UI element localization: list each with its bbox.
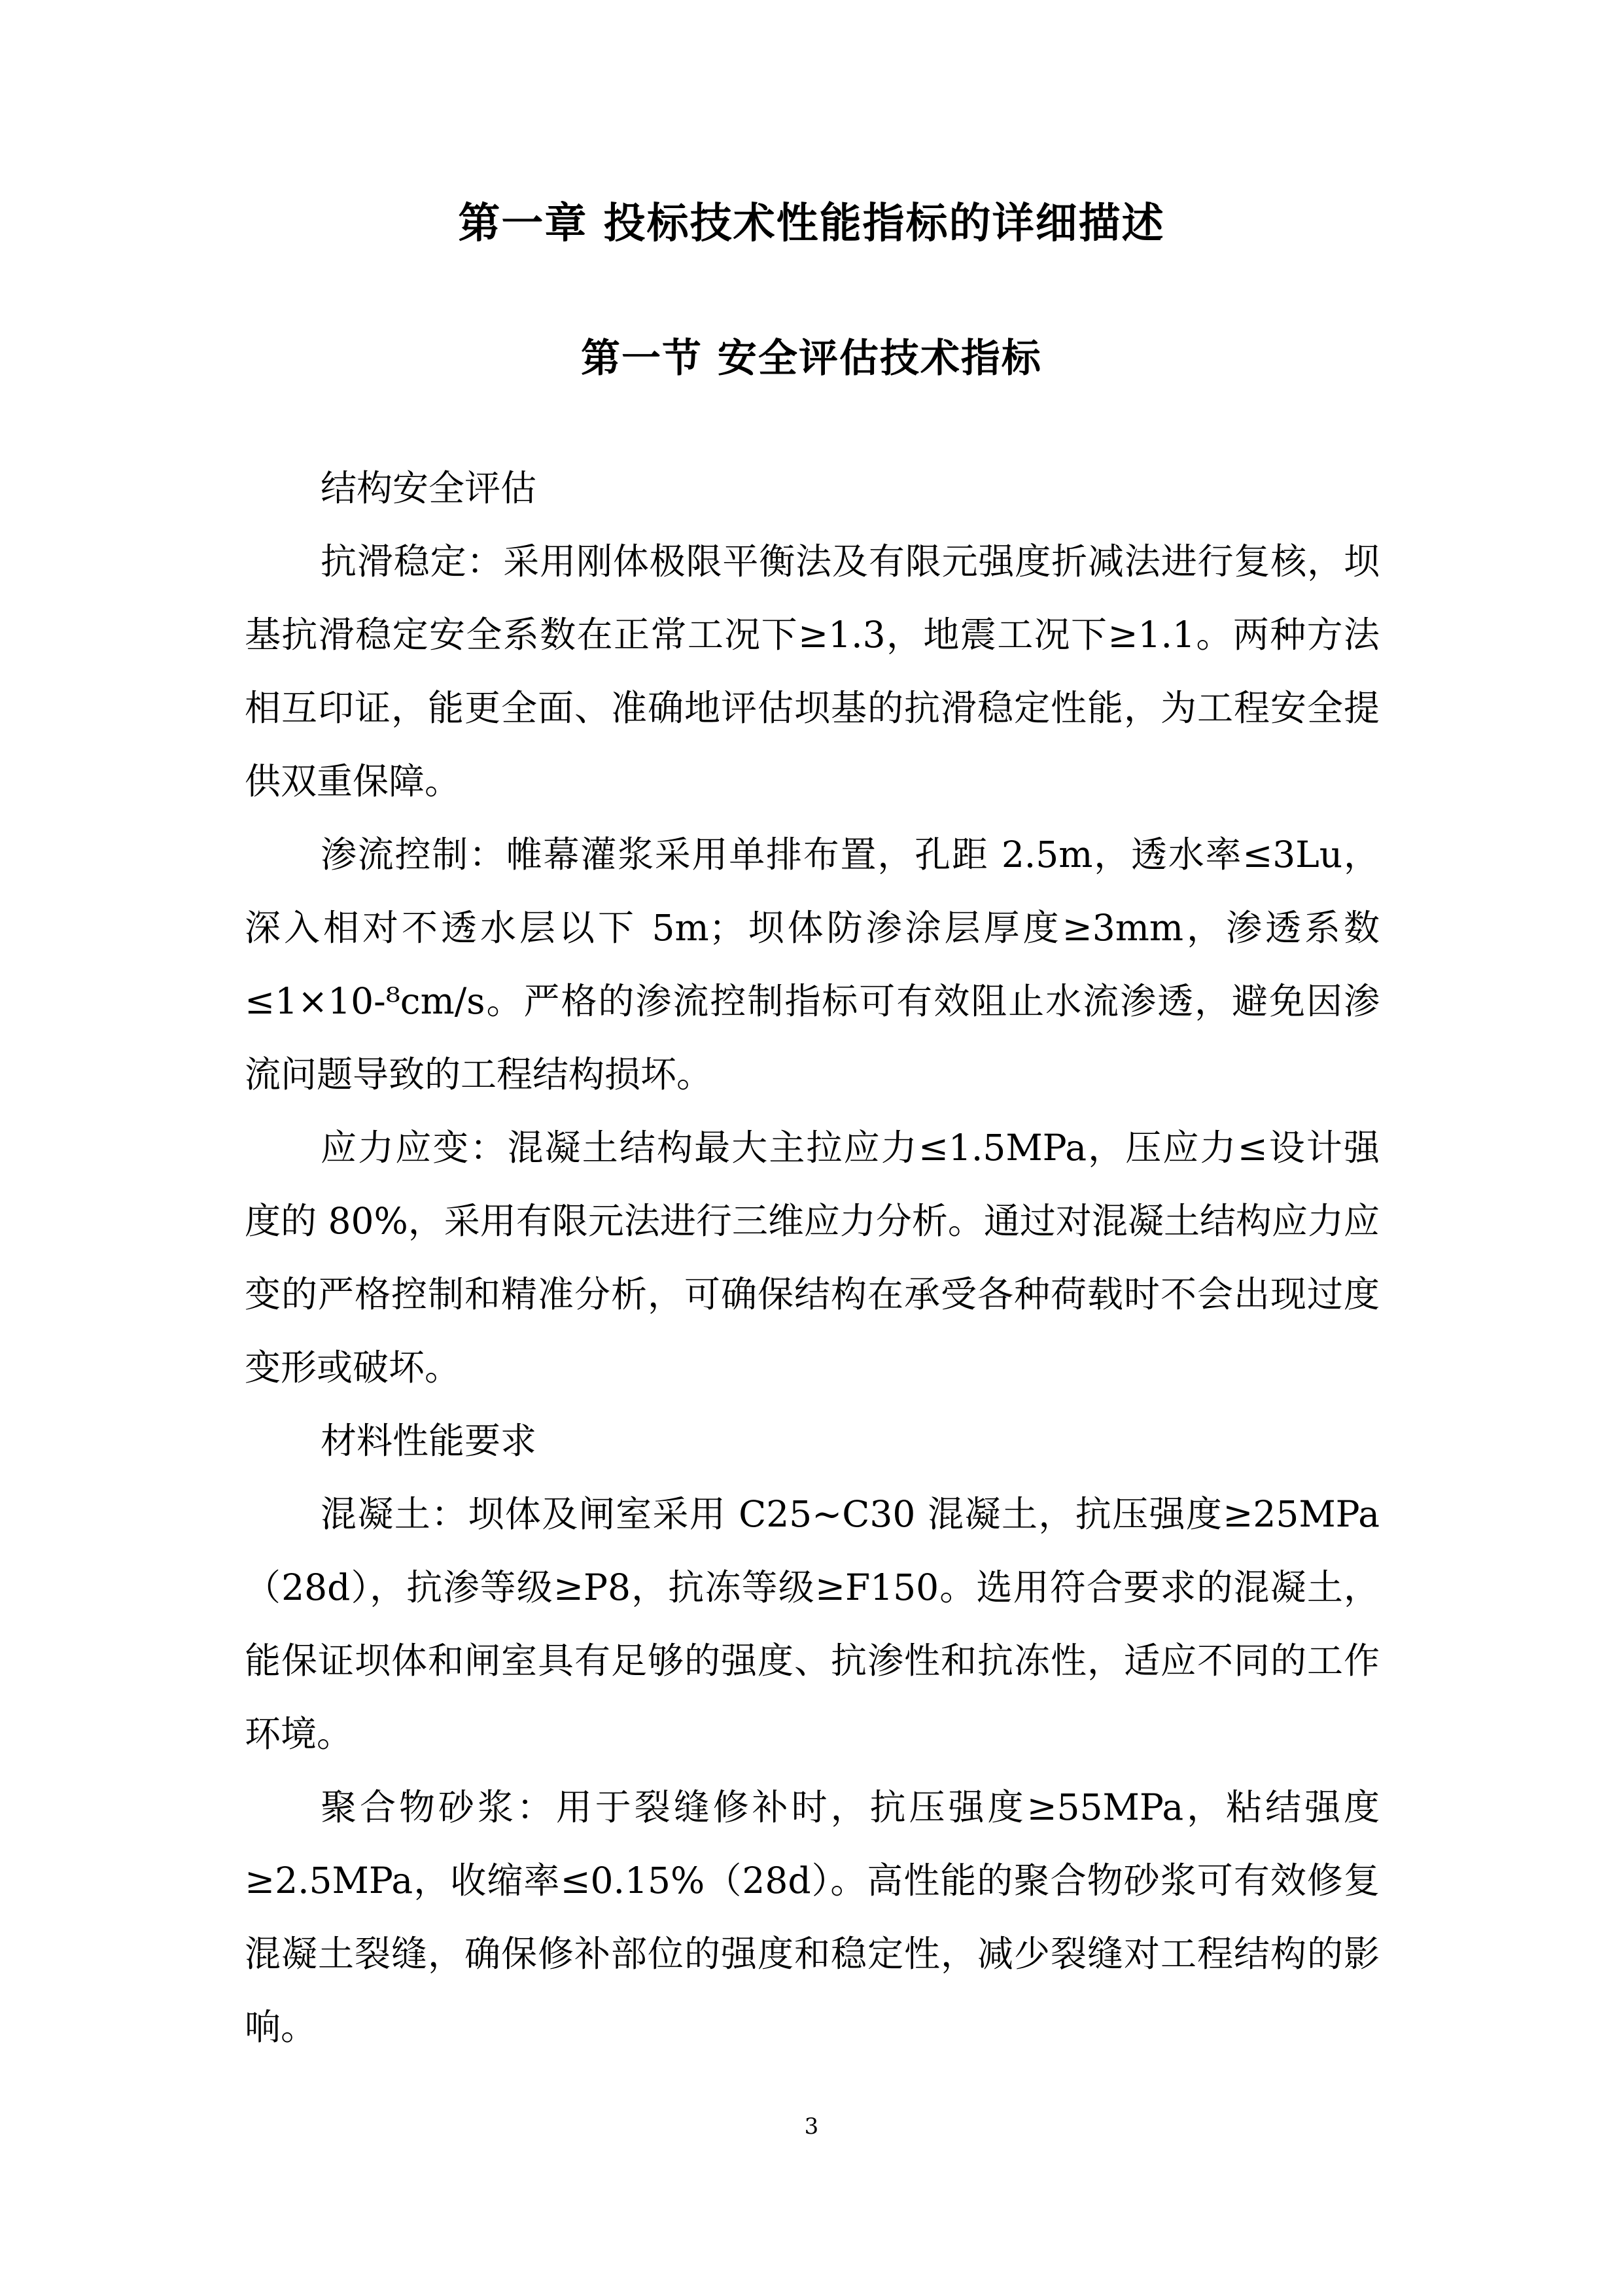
seepage-text-part1: 渗流控制：帷幕灌浆采用单排布置，孔距 2.5m，透水率≤3Lu，深入相对不透水层以下 5m；坝体防渗涂层厚度≥3mm，渗透系数≤1×10 [245,834,1380,1022]
paragraph-anti-sliding: 抗滑稳定：采用刚体极限平衡法及有限元强度折减法进行复核，坝基抗滑稳定安全系数在正常工况下≥1.3，地震工况下≥1.1。两种方法相互印证，能更全面、准确地评估坝基的抗滑稳定性能，为工程安全提供双重保障。 [245,540,1380,802]
seepage-exponent: -⁸ [374,980,400,1022]
page-number: 3 [804,2113,819,2140]
paragraph-concrete: 混凝土：坝体及闸室采用 C25~C30 混凝土，抗压强度≥25MPa（28d），抗渗等级≥P8，抗冻等级≥F150。选用符合要求的混凝土，能保证坝体和闸室具有足够的强度、抗渗性和抗冻性，适应不同的工作环境。 [245,1493,1380,1755]
body-text [245,451,1380,2064]
paragraph-stress-strain: 应力应变：混凝土结构最大主拉应力≤1.5MPa，压应力≤设计强度的 80%，采用有限元法进行三维应力分析。通过对混凝土结构应力应变的严格控制和精准分析，可确保结构在承受各种荷载时不会出现过度变形或破坏。 [245,1127,1380,1388]
paragraph-structural-safety-heading: 结构安全评估 [321,467,537,509]
paragraph-material-heading: 材料性能要求 [321,1420,537,1462]
paragraph-polymer-mortar: 聚合物砂浆：用于裂缝修补时，抗压强度≥55MPa，粘结强度≥2.5MPa，收缩率≤0.15%（28d）。高性能的聚合物砂浆可有效修复混凝土裂缝，确保修补部位的强度和稳定性，减少裂缝对工程结构的影响。 [245,1786,1380,2048]
section-title: 第一节 安全评估技术指标 [581,336,1042,381]
chapter-title: 第一章 投标技术性能指标的详细描述 [458,199,1165,248]
paragraph-seepage-control [245,818,1380,1111]
seepage-text-part2: cm/s。严格的渗流控制指标可有效阻止水流渗透，避免因渗流问题导致的工程结构损坏。 [245,980,1380,1095]
